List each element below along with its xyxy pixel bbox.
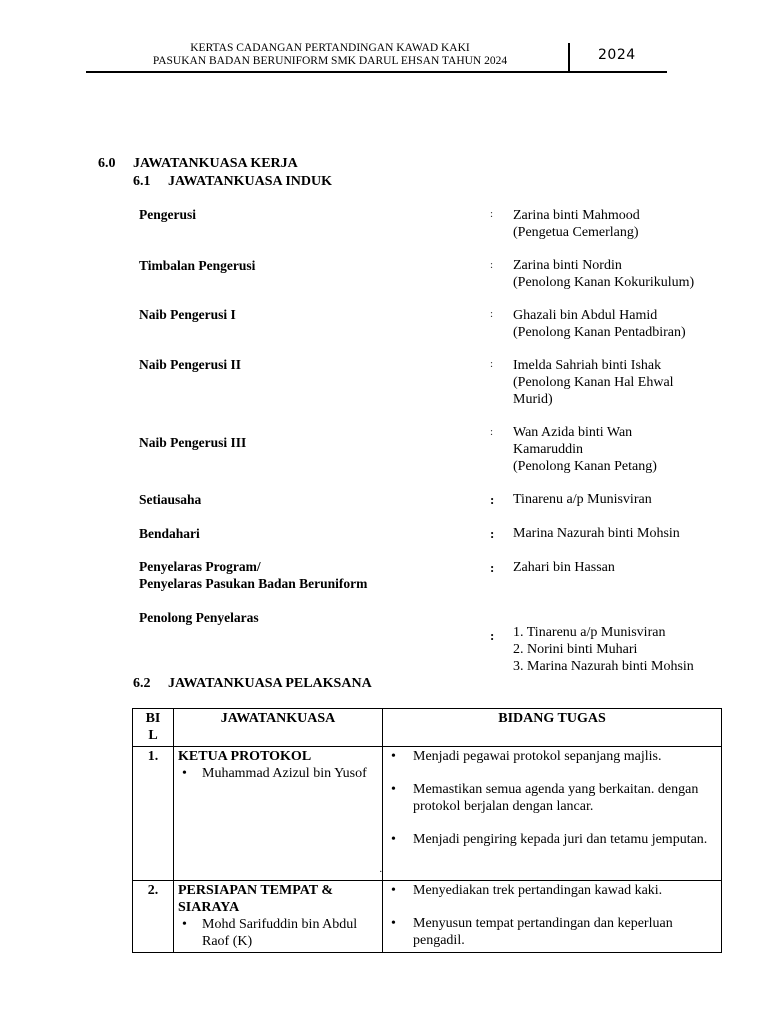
- section-62-heading: [133, 675, 372, 692]
- person-name: Ghazali bin Abdul Hamid: [513, 308, 658, 323]
- colon: :: [490, 358, 494, 370]
- person-timbalan-pengerusi: [513, 257, 694, 291]
- stray-mark: .: [379, 864, 382, 875]
- person-name: Zahari bin Hassan: [513, 560, 615, 575]
- person-setiausaha: [513, 491, 652, 508]
- colon: :: [490, 208, 494, 220]
- section-6-heading: [98, 155, 298, 172]
- table-row: [133, 881, 722, 953]
- person-name: 3. Marina Nazurah binti Mohsin: [513, 659, 694, 674]
- person-bendahari: [513, 525, 680, 542]
- person-naib-pengerusi-3: [513, 424, 657, 475]
- colon: :: [490, 526, 495, 541]
- colon: :: [490, 426, 494, 438]
- section-61-title: JAWATANKUASA INDUK: [168, 174, 333, 189]
- person-name: Wan Azida binti Wan: [513, 425, 633, 440]
- pelaksana-table: [132, 708, 722, 953]
- person-name: Zarina binti Mahmood: [513, 208, 640, 223]
- role-penolong-penyelaras: Penolong Penyelaras: [139, 610, 259, 625]
- section-61-heading: [133, 173, 332, 190]
- person-position: (Penolong Kanan Petang): [513, 459, 657, 474]
- row-bidang-tugas: [383, 747, 722, 881]
- person-position: (Penolong Kanan Pentadbiran): [513, 325, 686, 340]
- member-item: • Muhammad Azizul bin Yusof: [202, 765, 378, 782]
- header-year: 2024: [598, 47, 636, 63]
- person-pengerusi: [513, 207, 640, 241]
- task-item: • Menyediakan trek pertandingan kawad kaki.: [413, 882, 717, 899]
- person-name: Tinarenu a/p Munisviran: [513, 492, 652, 507]
- role-penyelaras-program: [139, 558, 367, 592]
- person-penolong-penyelaras: [513, 624, 694, 675]
- row-jawatankuasa: [174, 747, 383, 881]
- row-bil: 1.: [133, 747, 174, 881]
- colon: :: [490, 308, 494, 320]
- role-naib-pengerusi-3: Naib Pengerusi III: [139, 435, 247, 450]
- person-name-cont: Kamaruddin: [513, 442, 583, 457]
- colon: :: [490, 560, 495, 575]
- row-jawatankuasa: [174, 881, 383, 953]
- colon: :: [490, 492, 495, 507]
- header-title-line2: PASUKAN BADAN BERUNIFORM SMK DARUL EHSAN TAHUN 2024: [152, 55, 508, 67]
- section-61-number: 6.1: [133, 174, 151, 189]
- header-title-line1: KERTAS CADANGAN PERTANDINGAN KAWAD KAKI: [190, 42, 470, 54]
- header-bil-line1: BI: [145, 711, 161, 726]
- person-position: (Penolong Kanan Hal Ehwal: [513, 375, 674, 390]
- person-position: (Penolong Kanan Kokurikulum): [513, 275, 695, 290]
- header-divider: [568, 43, 570, 72]
- person-naib-pengerusi-1: [513, 307, 686, 341]
- task-list: [387, 748, 717, 848]
- person-position-cont: Murid): [513, 392, 553, 407]
- header-bil-line2: L: [148, 728, 158, 743]
- role-pengerusi: Pengerusi: [139, 207, 196, 222]
- table-row: [133, 747, 722, 881]
- section-62-title: JAWATANKUASA PELAKSANA: [168, 676, 372, 691]
- person-name: 2. Norini binti Muhari: [513, 642, 638, 657]
- member-list: [178, 765, 378, 782]
- person-name: Zarina binti Nordin: [513, 258, 622, 273]
- role-bendahari: Bendahari: [139, 526, 200, 541]
- person-name: 1. Tinarenu a/p Munisviran: [513, 625, 666, 640]
- person-naib-pengerusi-2: [513, 357, 674, 408]
- member-item: • Mohd Sarifuddin bin Abdul Raof (K): [202, 916, 378, 950]
- row-bil: 2.: [133, 881, 174, 953]
- role-setiausaha: Setiausaha: [139, 492, 202, 507]
- task-item: • Memastikan semua agenda yang berkaitan. dengan protokol berjalan dengan lancar.: [413, 781, 717, 815]
- jawatankuasa-title: PERSIAPAN TEMPAT & SIARAYA: [178, 883, 334, 915]
- person-name: Imelda Sahriah binti Ishak: [513, 358, 662, 373]
- section-6-title: JAWATANKUASA KERJA: [133, 156, 298, 171]
- header-bidang-tugas: BIDANG TUGAS: [383, 709, 722, 747]
- task-item: • Menyusun tempat pertandingan dan keperluan pengadil.: [413, 915, 717, 949]
- member-list: [178, 916, 378, 950]
- header-rule: [86, 71, 667, 73]
- jawatankuasa-title: KETUA PROTOKOL: [178, 749, 312, 764]
- person-position: (Pengetua Cemerlang): [513, 225, 639, 240]
- table-header-row: [133, 709, 722, 747]
- colon: :: [490, 628, 495, 643]
- section-62-number: 6.2: [133, 676, 151, 691]
- role-naib-pengerusi-1: Naib Pengerusi I: [139, 307, 236, 322]
- role-line-1: Penyelaras Program/: [139, 559, 261, 574]
- task-item: • Menjadi pengiring kepada juri dan tetamu jemputan.: [413, 831, 717, 848]
- header-bil: [133, 709, 174, 747]
- role-naib-pengerusi-2: Naib Pengerusi II: [139, 357, 242, 372]
- row-bidang-tugas: [383, 881, 722, 953]
- role-timbalan-pengerusi: Timbalan Pengerusi: [139, 258, 256, 273]
- task-list: [387, 882, 717, 949]
- role-line-2: Penyelaras Pasukan Badan Beruniform: [139, 576, 368, 591]
- section-6-number: 6.0: [98, 156, 116, 171]
- task-item: • Menjadi pegawai protokol sepanjang majlis.: [413, 748, 717, 765]
- header-jawatankuasa: JAWATANKUASA: [174, 709, 383, 747]
- person-penyelaras-program: [513, 559, 615, 576]
- person-name: Marina Nazurah binti Mohsin: [513, 526, 680, 541]
- colon: :: [490, 259, 494, 271]
